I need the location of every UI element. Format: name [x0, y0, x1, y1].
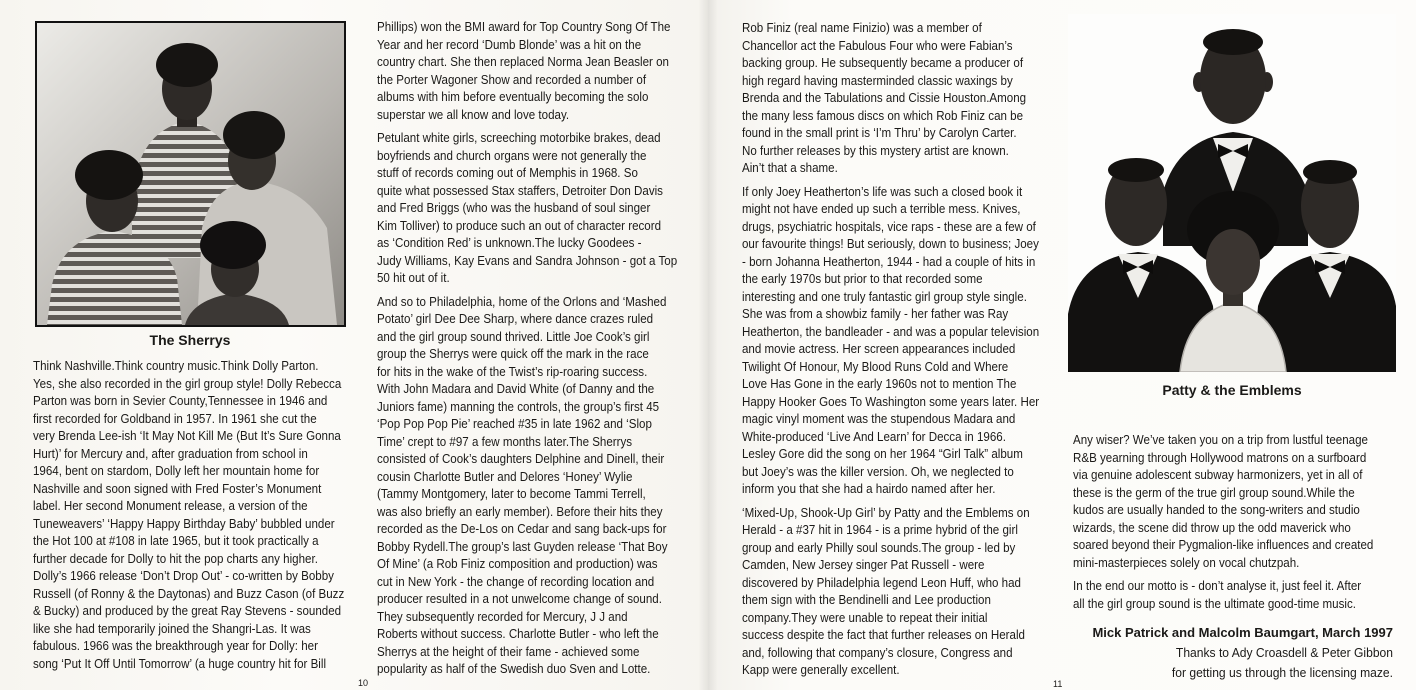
text-line: and movie actress. Her screen appearances included [742, 341, 1016, 357]
text-line: Bobby Rydell.The group’s last Guyden release ‘That Boy [377, 538, 668, 554]
text-line: interesting and one truly fantastic girl group style single. [742, 288, 1027, 304]
text-line: Lesley Gore did the song on her 1964 “Girl Talk” album [742, 446, 1023, 462]
text-line: producer resulted in a not unwelcome change of sound. [377, 591, 662, 607]
text-line: ‘Pop Pop Pop Pie’ reached #35 in late 1962 and ‘Slop [377, 416, 652, 432]
text-line: inform you that she had a hairdo named after her. [742, 481, 996, 497]
text-column-2 [377, 18, 690, 678]
text-line: high regard having masterminded classic waxings by [742, 72, 1013, 88]
text-line: Potato’ girl Dee Dee Sharp, where dance crazes ruled [377, 311, 654, 327]
text-line: the Hot 100 at #108 in late 1965, but it took practically a [33, 533, 319, 549]
text-line: She was from a showbiz family - her father was Ray [742, 306, 1009, 322]
text-column-1 [33, 357, 346, 672]
text-line: and the girl group sound thrived. Little Joe Cook’s girl [377, 328, 650, 344]
text-line: Chancellor act the Fabulous Four who were Fabian’s [742, 37, 1013, 53]
paragraph [33, 357, 346, 672]
text-column-4 [1073, 431, 1386, 612]
text-line: and, following that company’s closure, Congress and [742, 644, 1013, 660]
paragraph [1073, 577, 1386, 612]
text-line: Nashville and soon signed with Fred Foster’s Monument [33, 480, 322, 496]
page-fold [698, 0, 718, 690]
text-line: Kapp were generally excellent. [742, 662, 900, 678]
text-line: Year and her record ‘Dumb Blonde’ was a hit on the [377, 36, 642, 52]
text-line: might not have ended up such a terrible mess. Knives, [742, 201, 1021, 217]
photo-caption: The Sherrys [149, 332, 231, 348]
text-line: Rob Finiz (real name Finizio) was a member of [742, 20, 982, 36]
text-line: Happy Hooker Goes To Washington some years later. Her [742, 393, 1040, 409]
paragraph [377, 18, 690, 123]
text-line: Tuneweavers’ ‘Happy Happy Birthday Baby’ bubbled under [33, 515, 335, 531]
text-line: In the end our motto is - don’t analyse it, just feel it. After [1073, 578, 1362, 594]
text-line: Camden, New Jersey singer Pat Russell - were [742, 557, 985, 573]
text-line: further decade for Dolly to hit the pop charts any higher. [33, 550, 318, 566]
text-line: Any wiser? We’ve taken you on a trip from lustful teenage [1073, 432, 1368, 448]
text-line: first recorded for Goldband in 1957. In 1961 she cut the [33, 410, 317, 426]
text-line: boyfriends and church organs were not generally the [377, 147, 647, 163]
text-line: was also briefly an early member). Before their hits they [377, 503, 663, 519]
text-line: superstar we all know and love today. [377, 106, 570, 122]
text-line: No further releases by this mystery artist are known. [742, 142, 1009, 158]
text-line: the Porter Wagoner Show and recorded a number of [377, 71, 647, 87]
text-line: Herald - a #37 hit in 1964 - is a prime hybrid of the girl [742, 522, 1018, 538]
text-line: quite what possessed Stax staffers, Detroiter Don Davis [377, 182, 663, 198]
text-line: group the Sherrys were quick off the mark in the race [377, 346, 649, 362]
text-line: as ‘Condition Red’ is unknown.The lucky Goodees - [377, 235, 642, 251]
text-line: label. Her second Monument release, a version of the [33, 498, 308, 514]
text-line: backing group. He subsequently became a producer of [742, 55, 1024, 71]
page-number: 10 [358, 678, 369, 688]
text-line: consisted of Cook’s daughters Delphine and Dinell, their [377, 451, 665, 467]
text-line: the early 1970s but prior to that recorded some [742, 271, 983, 287]
text-line: our favourite things! But seriously, down to business; Joey [742, 236, 1039, 252]
text-line: magic vinyl moment was the stupendous Madara and [742, 411, 1016, 427]
text-line: & Bucky) and produced by the great Ray Stevens - sounded [33, 603, 342, 619]
thanks-line: Thanks to Ady Croasdell & Peter Gibbon [1175, 645, 1393, 660]
text-line: White-produced ‘Live And Learn’ for Decca in 1966. [742, 428, 1006, 444]
text-line: albums with him before eventually becoming the solo [377, 89, 649, 105]
text-line: Ain’t that a shame. [742, 160, 838, 176]
text-line: all the girl group sound is the ultimate good-time music. [1073, 595, 1356, 611]
text-line: via genuine adolescent subway harmonizers, yet in all of [1073, 467, 1363, 483]
text-line: like she had temporarily joined the Shangri-Las. It was [33, 620, 311, 636]
thanks-line: for getting us through the licensing maze. [1171, 665, 1393, 680]
text-line: Yes, she also recorded in the girl group style! Dolly Rebecca [33, 375, 342, 391]
paragraph [742, 504, 1055, 679]
photo-caption: Patty & the Emblems [1162, 382, 1302, 398]
paragraph [1073, 431, 1386, 571]
sherrys-photo-image [37, 23, 344, 325]
text-line: fabulous. 1966 was the breakthrough year for Dolly: her [33, 638, 318, 654]
text-line: Hurt)’ for Mercury and, after graduation from school in [33, 445, 308, 461]
text-line: With John Madara and David White (of Danny and the [377, 381, 655, 397]
text-line: song ‘Put It Off Until Tomorrow’ (a huge country hit for Bill [33, 655, 327, 671]
text-line: Parton was born in Sevier County,Tennessee in 1946 and [33, 393, 328, 409]
text-line: Time’ crept to #97 a few months later.The Sherrys [377, 433, 633, 449]
text-line: the many less famous discs on which Rob Finiz can be [742, 107, 1024, 123]
credits [1053, 623, 1393, 683]
patty-and-the-emblems-photo [1068, 14, 1396, 372]
text-line: Sherrys at the height of their fame - achieved some [377, 643, 640, 659]
text-line: Heatherton, the bandleader - and was a popular television [742, 323, 1040, 339]
text-line: Brenda and the Tabulations and Cissie Houston.Among [742, 90, 1027, 106]
text-line: (Tammy Montgomery, later to become Tammi Terrell, [377, 486, 646, 502]
text-line: cut in New York - the change of recording location and [377, 573, 655, 589]
text-line: drugs, psychiatric hospitals, vice raps - these are a few of [742, 218, 1036, 234]
text-line: Kim Tolliver) to produce such an out of character record [377, 217, 662, 233]
text-line: stuff of records coming out of Memphis in 1968. So [377, 165, 638, 181]
text-line: Russell (of Ronny & the Daytonas) and Buzz Cason (of Buzz [33, 585, 345, 601]
sherrys-photo [35, 21, 346, 327]
text-line: Dolly’s 1966 release ‘Don’t Drop Out’ - co-written by Bobby [33, 568, 334, 584]
text-line: Love Has Gone in the early 1960s not to mention The [742, 376, 1017, 392]
text-line: cousin Charlotte Butler and Delores ‘Honey’ Wylie [377, 468, 633, 484]
text-line: popularity as half of the Swedish duo Sven and Lotte. [377, 661, 651, 677]
text-line: R&B yearning through Hollywood matrons on a surfboard [1073, 449, 1367, 465]
text-line: recorded as the De-Los on Cedar and sang back-ups for [377, 521, 667, 537]
text-line: soared beyond their Pygmalion-like influences and created [1073, 537, 1374, 553]
text-line: kudos are usually handed to the song-writers and studio [1073, 502, 1360, 518]
text-line: wizards, the scene did throw up the odd maverick who [1073, 519, 1351, 535]
text-line: discovered by Philadelphia legend Leon Huff, who had [742, 574, 1021, 590]
patty-and-the-emblems-photo-image [1068, 14, 1396, 372]
author-signature: Mick Patrick and Malcolm Baumgart, March 1997 [1092, 625, 1393, 640]
text-line: Roberts without success. Charlotte Butler - who left the [377, 626, 659, 642]
text-line: very Brenda Lee-ish ‘It May Not Kill Me (But It’s Sure Gonna [33, 428, 341, 444]
paragraph [377, 293, 690, 678]
text-line: 50 hit out of it. [377, 270, 450, 286]
text-line: And so to Philadelphia, home of the Orlons and ‘Mashed [377, 293, 667, 309]
paragraph [742, 183, 1055, 498]
page-number: 11 [1053, 679, 1063, 689]
text-line: found in the small print is ‘I’m Thru’ by Carolyn Carter. [742, 125, 1017, 141]
text-line: Judy Williams, Kay Evans and Sandra Johnson - got a Top [377, 252, 678, 268]
text-line: If only Joey Heatherton’s life was such a closed book it [742, 183, 1023, 199]
text-line: group and early Philly soul sounds.The group - led by [742, 539, 1016, 555]
text-column-3 [742, 19, 1055, 679]
text-line: Think Nashville.Think country music.Think Dolly Parton. [33, 358, 319, 374]
text-line: Of Mine’ (a Rob Finiz composition and production) was [377, 556, 658, 572]
text-line: company.They were unable to repeat their initial [742, 609, 988, 625]
paragraph [377, 129, 690, 287]
text-line: Juniors fame) manning the controls, the group’s first 45 [377, 398, 660, 414]
text-line: them sign with the Bendinelli and Lee production [742, 592, 991, 608]
text-line: 1964, bent on stardom, Dolly left her mountain home for [33, 463, 320, 479]
text-line: country chart. She then replaced Norma Jean Beasler on [377, 54, 669, 70]
text-line: Petulant white girls, screeching motorbike brakes, dead [377, 130, 661, 146]
text-line: success despite the fact that further releases on Herald [742, 627, 1025, 643]
text-line: but Joey’s was the killer version. Oh, we neglected to [742, 463, 1014, 479]
text-line: They subsequently recorded for Mercury, J J and [377, 608, 628, 624]
paragraph [742, 19, 1055, 177]
text-line: for hits in the wake of the Twist’s rip-roaring success. [377, 363, 648, 379]
text-line: mini-masterpieces solely on vocal chutzpah. [1073, 554, 1300, 570]
text-line: Twilight Of Honour, My Blood Runs Cold and Where [742, 358, 1009, 374]
text-line: - born Johanna Heatherton, 1944 - had a couple of hits in [742, 253, 1036, 269]
text-line: these is the germ of the true girl group sound.While the [1073, 484, 1355, 500]
text-line: ‘Mixed-Up, Shook-Up Girl’ by Patty and the Emblems on [742, 504, 1030, 520]
text-line: Phillips) won the BMI award for Top Country Song Of The [377, 19, 671, 35]
text-line: and Fred Briggs (who was the husband of soul singer [377, 200, 651, 216]
